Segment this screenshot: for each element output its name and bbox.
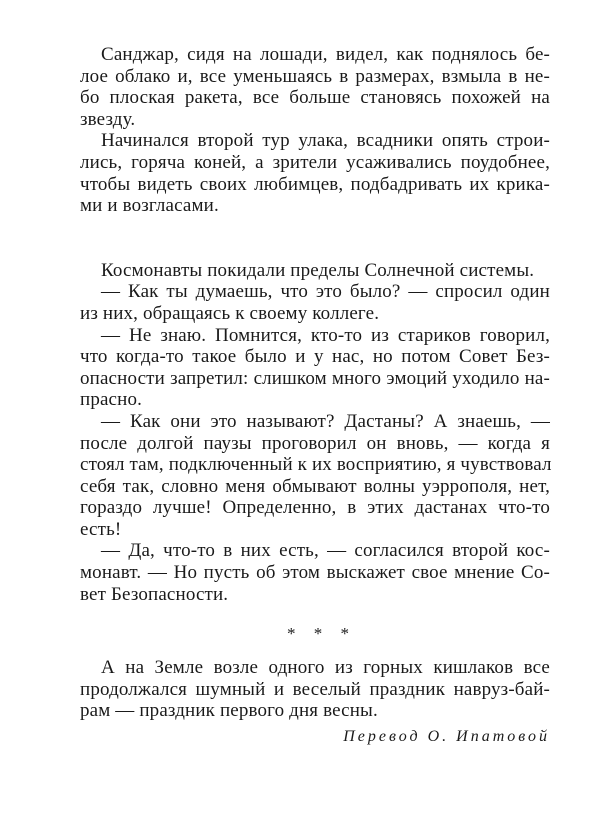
paragraph bbox=[80, 657, 550, 722]
text-line: рам — праздник первого дня весны. bbox=[80, 700, 378, 722]
paragraph bbox=[80, 260, 550, 282]
book-page bbox=[80, 44, 550, 748]
text-line: прасно. bbox=[80, 389, 143, 411]
text-line: монавт. — Но пусть об этом выскажет свое мнение Со- bbox=[80, 562, 550, 584]
paragraph bbox=[80, 540, 550, 605]
section-separator-asterisks: * * * bbox=[287, 624, 349, 644]
paragraph bbox=[80, 411, 550, 541]
text-line: бо плоская ракета, все больше становясь похожей на bbox=[80, 87, 550, 109]
text-line: Санджар, сидя на лошади, видел, как поднялось бе- bbox=[101, 44, 550, 65]
text-line: звезду. bbox=[80, 108, 136, 130]
section-earth-festival bbox=[80, 657, 550, 722]
text-line: — Как ты думаешь, что это было? — спросил один bbox=[101, 281, 550, 303]
text-line: опасности запретил: слишком много эмоций уходило на- bbox=[80, 367, 550, 389]
text-line: после долгой паузы проговорил он вновь, — когда я bbox=[80, 432, 550, 454]
section-cosmonauts bbox=[80, 260, 550, 606]
text-line: Начинался второй тур улака, всадники опять строи- bbox=[101, 130, 550, 152]
text-line: ми и возгласами. bbox=[80, 195, 219, 217]
text-line: стоял там, подключенный к их восприятию, я чувствовал bbox=[80, 454, 552, 476]
text-line: лись, горяча коней, а зрители усаживались поудобнее, bbox=[80, 151, 550, 173]
paragraph bbox=[80, 130, 550, 216]
text-line: что когда-то такое было и у нас, но потом Совет Без- bbox=[80, 346, 550, 368]
text-line: себя так, словно меня обмывают волны уэррополя, нет, bbox=[80, 475, 550, 497]
text-line: продолжался шумный и веселый праздник навруз-бай- bbox=[80, 678, 550, 700]
paragraph bbox=[80, 281, 550, 324]
section-horse-race bbox=[80, 44, 550, 217]
text-line: — Не знаю. Помнится, кто-то из стариков говорил, bbox=[101, 324, 550, 346]
text-line: — Да, что-то в них есть, — согласился второй кос- bbox=[101, 540, 550, 562]
text-line: Космонавты покидали пределы Солнечной системы. bbox=[101, 259, 535, 281]
text-line: вет Безопасности. bbox=[80, 583, 229, 605]
spacer bbox=[80, 605, 550, 623]
paragraph bbox=[80, 44, 550, 130]
text-line: из них, обращаясь к своему коллеге. bbox=[80, 302, 380, 324]
text-line: есть! bbox=[80, 518, 122, 540]
text-line: чтобы видеть своих любимцев, подбадривать их крика- bbox=[80, 173, 550, 195]
text-line: А на Земле возле одного из горных кишлаков все bbox=[101, 657, 550, 679]
paragraph bbox=[80, 325, 550, 411]
section-break bbox=[80, 217, 550, 260]
translator-credit: Перевод О. Ипатовой bbox=[343, 728, 550, 746]
text-line: гораздо лучше! Определенно, в этих дастанах что-то bbox=[80, 497, 550, 519]
text-line: лое облако и, все уменьшаясь в размерах, взмыла в не- bbox=[80, 65, 550, 87]
text-line: — Как они это называют? Дастаны? А знаешь, — bbox=[101, 410, 550, 432]
